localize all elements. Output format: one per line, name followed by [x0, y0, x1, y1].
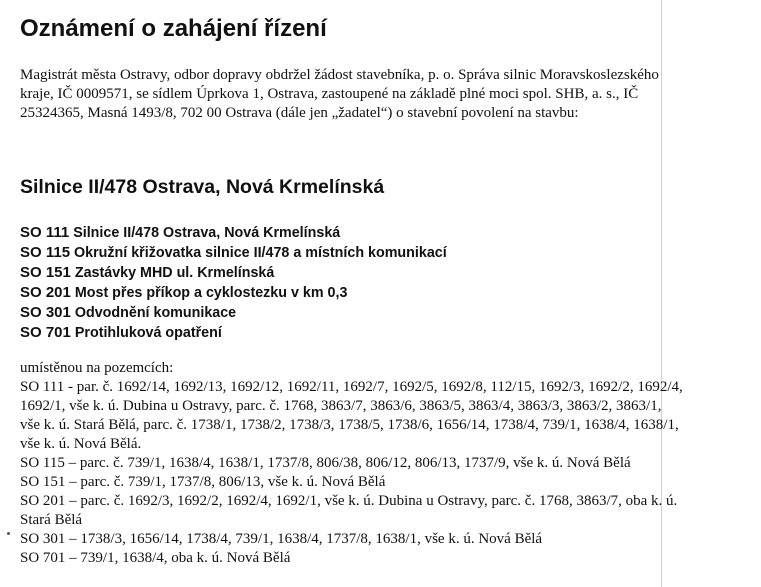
intro-line: kraje, IČ 0009571, se sídlem Úprkova 1, Ostrava, zastoupené na základě plné moci spol. SHB, a. s., IČ	[20, 86, 639, 102]
structure-item	[20, 243, 447, 263]
structure-name: Okružní křižovatka silnice II/478 a místních komunikací	[74, 245, 447, 261]
structure-name: Most přes příkop a cyklostezku v km 0,3	[74, 285, 348, 301]
structure-item	[20, 303, 447, 323]
structure-item	[20, 283, 447, 303]
structure-name: Zastávky MHD ul. Krmelínská	[74, 265, 275, 281]
structure-code: SO 701	[20, 324, 71, 341]
structure-item	[20, 223, 447, 243]
intro-line: Magistrát města Ostravy, odbor dopravy obdržel žádost stavebníka, p. o. Správa silnic Moravskoslezského	[20, 67, 659, 83]
structure-item	[20, 323, 447, 343]
parcels-line: SO 701 – 739/1, 1638/4, oba k. ú. Nová Bělá	[20, 550, 291, 566]
parcels-line: SO 115 – parc. č. 739/1, 1638/4, 1638/1, 1737/8, 806/38, 806/12, 806/13, 1737/9, vše k. ú. Nová Bělá	[20, 455, 631, 471]
parcels-line: Stará Bělá	[20, 512, 83, 528]
document-title: Oznámení o zahájení řízení	[20, 15, 327, 42]
parcels-line: SO 301 – 1738/3, 1656/14, 1738/4, 739/1, 1638/4, 1737/8, 1638/1, vše k. ú. Nová Bělá	[20, 531, 543, 547]
parcels-line: SO 151 – parc. č. 739/1, 1737/8, 806/13, vše k. ú. Nová Bělá	[20, 474, 386, 490]
project-title: Silnice II/478 Ostrava, Nová Krmelínská	[20, 176, 385, 198]
structure-name: Protihluková opatření	[74, 325, 222, 341]
parcels-line: vše k. ú. Stará Bělá, parc. č. 1738/1, 1738/2, 1738/3, 1738/5, 1738/6, 1656/14, 1738/4, 739/1, 1638/4, 1638/1,	[20, 417, 679, 433]
structure-code: SO 151	[20, 264, 71, 281]
parcels-line: 1692/1, vše k. ú. Dubina u Ostravy, parc. č. 1768, 3863/7, 3863/6, 3863/5, 3863/4, 3863/3, 3863/2, 3863/1,	[20, 398, 662, 414]
structure-name: Odvodnění komunikace	[74, 305, 237, 321]
structure-list	[20, 223, 447, 343]
parcels-section	[20, 359, 745, 568]
structure-code: SO 201	[20, 284, 71, 301]
scan-speck	[7, 532, 10, 535]
parcels-line: umístěnou na pozemcích:	[20, 360, 174, 376]
structure-code: SO 301	[20, 304, 71, 321]
structure-name: Silnice II/478 Ostrava, Nová Krmelínská	[73, 225, 341, 241]
parcels-line: SO 111 - par. č. 1692/14, 1692/13, 1692/12, 1692/11, 1692/7, 1692/5, 1692/8, 112/15, 1692/3, 1692/2, 1692/4,	[20, 379, 683, 395]
structure-code: SO 111	[20, 224, 70, 241]
structure-code: SO 115	[20, 244, 71, 261]
structure-item	[20, 263, 447, 283]
intro-paragraph	[20, 66, 745, 123]
intro-line: 25324365, Masná 1493/8, 702 00 Ostrava (dále jen „žadatel“) o stavební povolení na stavbu:	[20, 105, 579, 121]
parcels-line: vše k. ú. Nová Bělá.	[20, 436, 142, 452]
parcels-line: SO 201 – parc. č. 1692/3, 1692/2, 1692/4, 1692/1, vše k. ú. Dubina u Ostravy, parc. č. 1768, 3863/7, oba k. ú.	[20, 493, 678, 509]
